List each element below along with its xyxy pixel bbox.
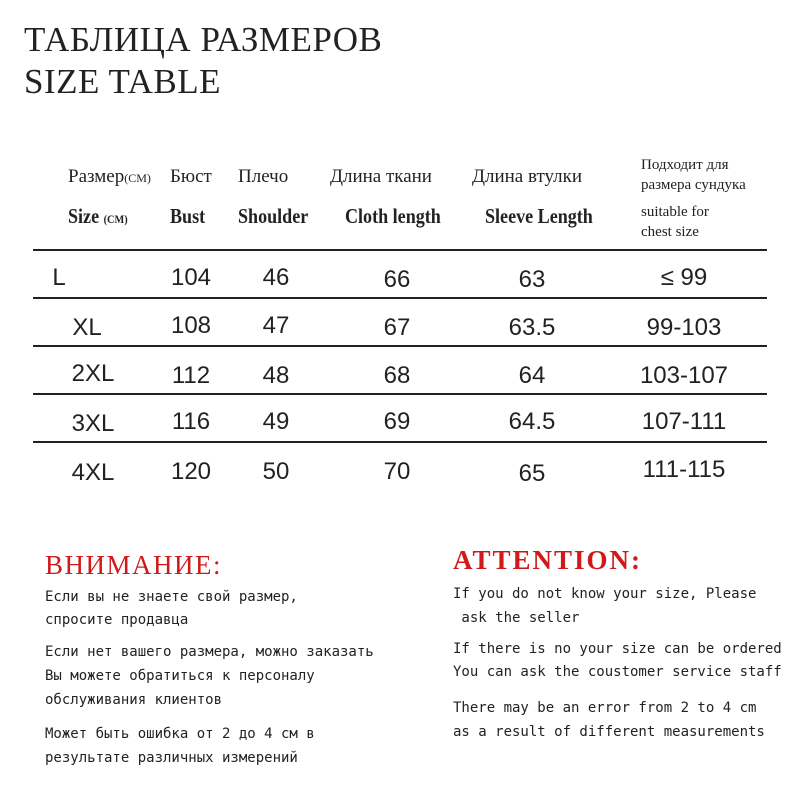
cell-chest: 103-107: [639, 362, 729, 389]
attention-ru-line: спросите продавца: [45, 612, 189, 628]
cell-cloth: 67: [383, 314, 411, 341]
attention-en-line: as a result of different measurements: [453, 724, 765, 740]
attention-ru-line: обслуживания клиентов: [45, 692, 223, 708]
cell-size: 2XL: [71, 360, 115, 387]
header-cloth-ru: Длина ткани: [330, 166, 432, 187]
header-size-en: Size (СМ): [68, 204, 128, 228]
cell-chest: ≤ 99: [660, 264, 708, 291]
cell-bust: 120: [170, 458, 212, 485]
attention-ru-line: результате различных измерений: [45, 750, 298, 766]
attention-en-line: If there is no your size can be ordered: [453, 641, 782, 657]
cell-chest: 99-103: [646, 314, 722, 341]
cell-shoulder: 49: [262, 408, 290, 435]
attention-ru-line: Может быть ошибка от 2 до 4 см в: [45, 726, 315, 742]
attention-en-line: There may be an error from 2 to 4 cm: [453, 700, 757, 716]
cell-chest: 107-111: [641, 408, 727, 435]
attention-en-line: You can ask the coustomer service staff: [453, 664, 782, 680]
cell-sleeve: 63: [518, 266, 546, 293]
header-cloth-en: Cloth length: [345, 204, 441, 228]
header-chest-en-2: chest size: [641, 224, 699, 240]
attention-en-line: ask the seller: [453, 610, 580, 626]
cell-shoulder: 47: [262, 312, 290, 339]
cell-cloth: 69: [383, 408, 411, 435]
cell-cloth: 70: [383, 458, 411, 485]
header-size-ru: Размер(СМ): [68, 166, 151, 187]
attention-ru-line: Если нет вашего размера, можно заказать: [45, 644, 374, 660]
cell-size: 4XL: [71, 459, 115, 486]
cell-shoulder: 50: [262, 458, 290, 485]
cell-cloth: 68: [383, 362, 411, 389]
cell-sleeve: 64.5: [508, 408, 556, 435]
attention-ru-line: Если вы не знаете свой размер,: [45, 589, 298, 605]
cell-sleeve: 63.5: [508, 314, 556, 341]
title-russian: ТАБЛИЦА РАЗМЕРОВ: [24, 20, 383, 59]
cell-size: XL: [72, 314, 102, 341]
cell-sleeve: 64: [518, 362, 546, 389]
header-chest-en-1: suitable for: [641, 204, 709, 220]
cell-bust: 108: [170, 312, 212, 339]
cell-bust: 112: [171, 362, 211, 389]
table-divider: [33, 393, 767, 395]
header-sleeve-ru: Длина втулки: [472, 166, 583, 187]
header-bust-en: Bust: [170, 204, 206, 228]
table-divider: [33, 297, 767, 299]
table-divider: [33, 441, 767, 443]
cell-shoulder: 48: [262, 362, 290, 389]
cell-sleeve: 65: [518, 460, 546, 487]
cell-shoulder: 46: [262, 264, 290, 291]
cell-cloth: 66: [383, 266, 411, 293]
table-divider: [33, 249, 767, 251]
cell-size: 3XL: [71, 410, 115, 437]
attention-title-english: ATTENTION:: [453, 545, 643, 575]
cell-bust: 116: [171, 408, 211, 435]
attention-ru-line: Вы можете обратиться к персоналу: [45, 668, 315, 684]
attention-en-line: If you do not know your size, Please: [453, 586, 757, 602]
header-chest-ru-2: размера сундука: [641, 177, 746, 193]
header-bust-ru: Бюст: [170, 166, 212, 187]
attention-title-russian: ВНИМАНИЕ:: [45, 550, 223, 580]
cell-bust: 104: [170, 264, 212, 291]
cell-size: L: [52, 264, 66, 291]
header-chest-ru-1: Подходит для: [641, 157, 729, 173]
header-shoulder-ru: Плечо: [238, 166, 289, 187]
title-english: SIZE TABLE: [24, 62, 221, 101]
header-sleeve-en: Sleeve Length: [485, 204, 593, 228]
table-divider: [33, 345, 767, 347]
header-shoulder-en: Shoulder: [238, 204, 309, 228]
cell-chest: 111-115: [642, 456, 726, 483]
